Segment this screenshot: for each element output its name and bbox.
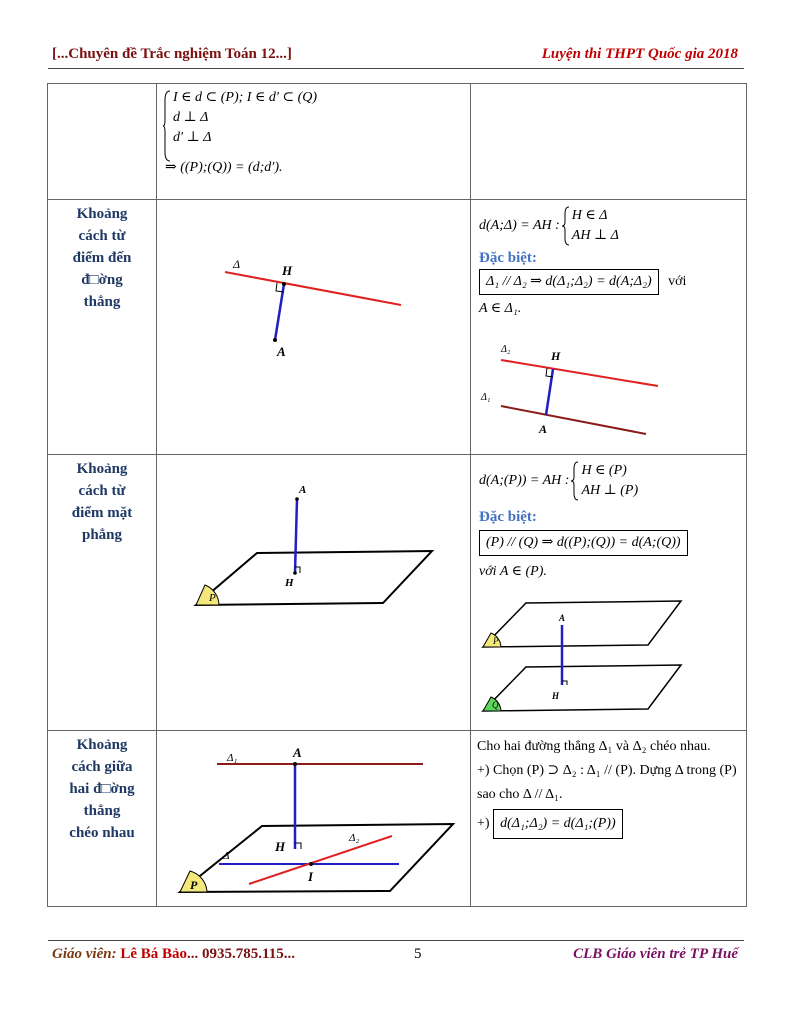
label-p: P (190, 878, 198, 892)
condition-line: I ∈ d ⊂ (P); I ∈ d′ ⊂ (Q) (173, 90, 318, 105)
boxed-formula: (P) // (Q) ⇒ d((P);(Q)) = d(A;(Q)) (479, 530, 688, 556)
formula-lhs: d(A;Δ) = AH : (479, 218, 560, 233)
bullet-prefix: +) (477, 816, 490, 831)
footer-left (52, 946, 295, 963)
label-i: I (308, 869, 314, 884)
label-h: H (552, 691, 560, 701)
label-h: H (285, 577, 294, 589)
content-table (47, 83, 747, 907)
brace-icon (571, 461, 579, 501)
table-row (48, 455, 747, 731)
segment-ah (275, 284, 284, 340)
parallel-lines-figure (471, 338, 731, 448)
label-delta2: Δ₂ (349, 832, 360, 844)
label-a: A (277, 344, 286, 359)
row-topic: Khoảng cách từ điểm mặt phẳng (71, 461, 133, 543)
plane-q (483, 665, 681, 711)
point-h (293, 571, 297, 575)
point-i (309, 862, 313, 866)
special-heading: Đặc biệt: (479, 250, 537, 266)
header-right: Luyện thi THPT Quốc gia 2018 (541, 46, 738, 62)
condition-text: A ∈ Δ₁. (479, 301, 522, 316)
table-row (48, 731, 747, 907)
plane-p (180, 824, 453, 892)
condition-line: d ⊥ Δ (173, 110, 209, 125)
formula-lhs: d(A;(P)) = AH : (479, 473, 570, 488)
teacher-name: Lê Bá Bảo (120, 946, 188, 962)
phone: ... 0935.785.115... (187, 946, 295, 962)
point-line-distance-figure (157, 200, 470, 449)
skew-lines-figure (157, 731, 470, 901)
paragraph: +) Chọn (P) ⊃ Δ₂ : Δ₁ // (P). Dựng Δ trong (P) sao cho Δ // Δ₁. (477, 763, 737, 802)
row-topic: Khoảng cách từ điểm đến đ□ờng thẳng (72, 206, 132, 310)
label-p: P (493, 636, 499, 646)
condition-text: với A ∈ (P). (479, 564, 547, 579)
row-topic: Khoảng cách giữa hai đ□ờng thẳng chéo nhau (69, 737, 135, 841)
brace-icon (562, 206, 570, 246)
condition-line: AH ⊥ Δ (571, 228, 619, 243)
label-delta1: Δ₁ (481, 392, 491, 403)
boxed-formula: Δ₁ // Δ₂ ⇒ d(Δ₁;Δ₂) = d(A;Δ₂) (479, 269, 659, 295)
special-heading: Đặc biệt: (479, 509, 537, 525)
point-a (295, 497, 299, 501)
plane-p (196, 551, 432, 605)
paragraph: Cho hai đường thẳng Δ₁ và Δ₂ chéo nhau. (477, 739, 711, 754)
label-q: Q (492, 700, 499, 710)
point-h (282, 282, 286, 286)
line-delta2 (501, 360, 658, 386)
point-plane-distance-figure (157, 455, 470, 725)
line-delta (225, 272, 401, 305)
label-a: A (539, 422, 548, 436)
condition-line: H ∈ (P) (581, 463, 627, 478)
label-delta: Δ (223, 850, 230, 862)
distance-formula (479, 461, 746, 501)
distance-formula (479, 206, 746, 246)
label-delta1: Δ₁ (227, 752, 238, 764)
label-a: A (293, 745, 302, 760)
plane-p (483, 601, 681, 647)
segment-ah (295, 499, 297, 573)
boxed-formula: d(Δ₁;Δ₂) = d(Δ₁;(P)) (493, 809, 623, 839)
line-delta1 (501, 406, 646, 434)
point-a (293, 762, 297, 766)
point-a (273, 338, 277, 342)
header-rule (48, 68, 744, 69)
label-a: A (559, 613, 566, 623)
label-delta: Δ (233, 257, 241, 271)
angle-definition (157, 84, 470, 178)
page-number: 5 (414, 946, 422, 962)
teacher-label: Giáo viên: (52, 946, 117, 962)
table-row (48, 200, 747, 455)
condition-line: H ∈ Δ (571, 208, 608, 223)
header-left: [...Chuyên đề Trắc nghiệm Toán 12...] (52, 46, 292, 62)
label-delta2: Δ₂ (501, 344, 511, 355)
footer-right: CLB Giáo viên trẻ TP Huế (573, 946, 738, 962)
label-h: H (275, 839, 286, 854)
label-h: H (551, 349, 561, 363)
condition-line: AH ⊥ (P) (581, 483, 639, 498)
conclusion-line: ⇒ ((P);(Q)) = (d;d′). (165, 160, 283, 175)
table-row (48, 84, 747, 200)
line-delta2 (249, 836, 392, 884)
parallel-planes-figure (471, 595, 731, 715)
label-a: A (299, 484, 307, 496)
footer-rule (48, 940, 744, 941)
with-text: với (668, 274, 687, 289)
brace-icon (163, 90, 171, 162)
label-h: H (282, 263, 293, 278)
condition-line: d′ ⊥ Δ (173, 130, 212, 145)
label-p: P (209, 592, 216, 604)
